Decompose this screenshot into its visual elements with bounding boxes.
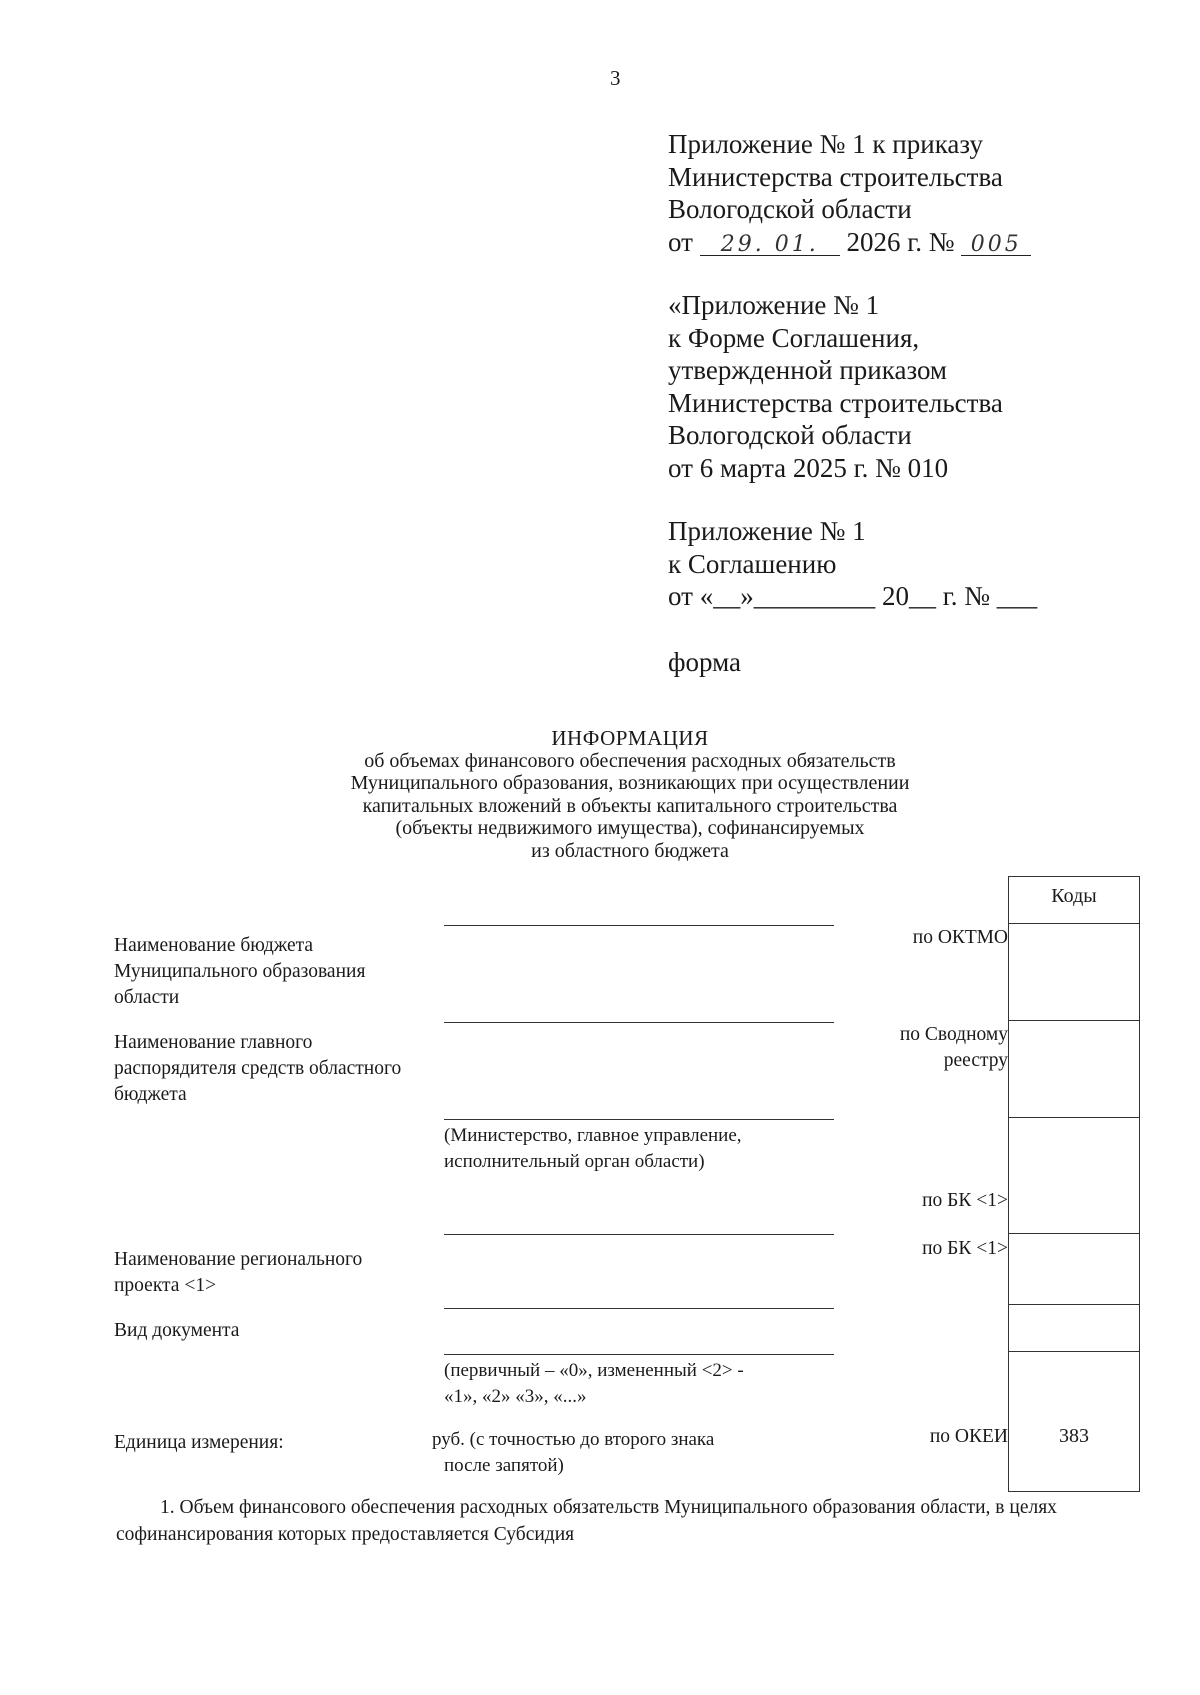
title-line: Муниципального образования, возникающих при осуществлении [350,772,910,794]
budget-name-label [114,933,365,1011]
appendix-order-line: Приложение № 1 к приказу [668,129,983,159]
title-line: (объекты недвижимого имущества), софинансируемых [395,817,865,839]
appendix-form-line: от 6 марта 2025 г. № 010 [668,452,949,483]
codes-header: Коды [1051,885,1097,907]
doc-type-note [444,1358,744,1410]
note-line: руб. (с точностью до второго знака [432,1429,715,1450]
appendix-agreement-line: от «__»_________ 20__ г. № ___ [668,581,1038,611]
handwritten-date: 29. 01. [700,229,840,256]
label-line: Наименование бюджета [114,935,314,956]
paragraph-1: 1. Объем финансового обеспечения расходных обязательств Муниципального образования области, в целях софинансирования которых предоставляется Субсидия [116,1497,1057,1545]
label-line: проекта <1> [114,1275,217,1296]
gr-name-line [444,1022,834,1023]
codes-divider [1009,923,1139,924]
note-line: (первичный – «0», измененный <2> - [444,1360,744,1381]
appendix-order-block [668,128,1031,258]
appendix-order-date-line [668,226,1031,259]
bk-label-2: по БК <1> [922,1238,1008,1259]
title-line: капитальных вложений в объекты капитального строительства [362,794,898,817]
gr-name-label [114,1030,401,1108]
unit-value [432,1427,714,1479]
appendix-form-block [668,289,1003,484]
codes-divider [1009,1117,1139,1118]
okei-label: по ОКЕИ [929,1426,1008,1447]
appendix-agreement-line: к Соглашению [668,548,837,579]
note-line: после запятой) [444,1455,564,1476]
year-text: 2026 г. № [846,226,955,257]
title-line: из областного бюджета [531,839,729,862]
ministry-note [444,1123,742,1175]
appendix-form-line: к Форме Соглашения, [668,322,920,353]
title-main: ИНФОРМАЦИЯ [551,726,709,750]
oktmo-label: по ОКТМО [912,927,1008,948]
date-prefix: от [668,226,693,257]
project-name-label [114,1247,362,1299]
doc-type-line-1 [444,1308,834,1309]
label-line: реестру [943,1050,1008,1071]
handwritten-number: 005 [961,229,1031,256]
unit-label: Единица измерения: [114,1432,284,1453]
codes-divider [1009,1020,1139,1021]
title-line: об объемах финансового обеспечения расходных обязательств [364,749,896,772]
appendix-form-line: Министерства строительства [668,387,1003,418]
appendix-agreement-block [668,515,1037,613]
appendix-form-line: Вологодской области [668,420,912,450]
project-line [444,1234,834,1235]
appendix-form-line: «Приложение № 1 [668,290,880,320]
doc-type-label: Вид документа [114,1320,240,1341]
appendix-order-line: Министерства строительства [668,161,1003,192]
codes-table [1008,876,1140,1492]
note-line: исполнительный орган области) [444,1151,705,1172]
appendix-form-line: утвержденной приказом [668,355,948,385]
codes-divider [1009,1351,1139,1352]
appendix-agreement-line: Приложение № 1 [668,516,866,546]
label-line: по Сводному [899,1024,1008,1045]
label-line: области [114,987,180,1008]
ministry-line [444,1119,834,1120]
document-title [300,727,960,862]
codes-divider [1009,1304,1139,1305]
okei-code-value: 383 [1059,1425,1089,1447]
budget-name-line [444,925,834,926]
svod-label [900,1022,1008,1074]
appendix-order-line: Вологодской области [668,194,912,224]
label-line: Наименование регионального [114,1249,363,1270]
label-line: Наименование главного [114,1032,313,1053]
note-line: «1», «2» «3», «...» [444,1386,587,1407]
note-line: (Министерство, главное управление, [444,1125,742,1146]
label-line: Муниципального образования [114,961,366,982]
bk-label-1: по БК <1> [922,1190,1008,1211]
codes-divider [1009,1233,1139,1234]
label-line: распорядителя средств областного [114,1058,402,1079]
page-number: 3 [610,66,621,90]
form-label: форма [668,647,741,677]
doc-type-line-2 [444,1354,834,1355]
label-line: бюджета [114,1084,187,1105]
